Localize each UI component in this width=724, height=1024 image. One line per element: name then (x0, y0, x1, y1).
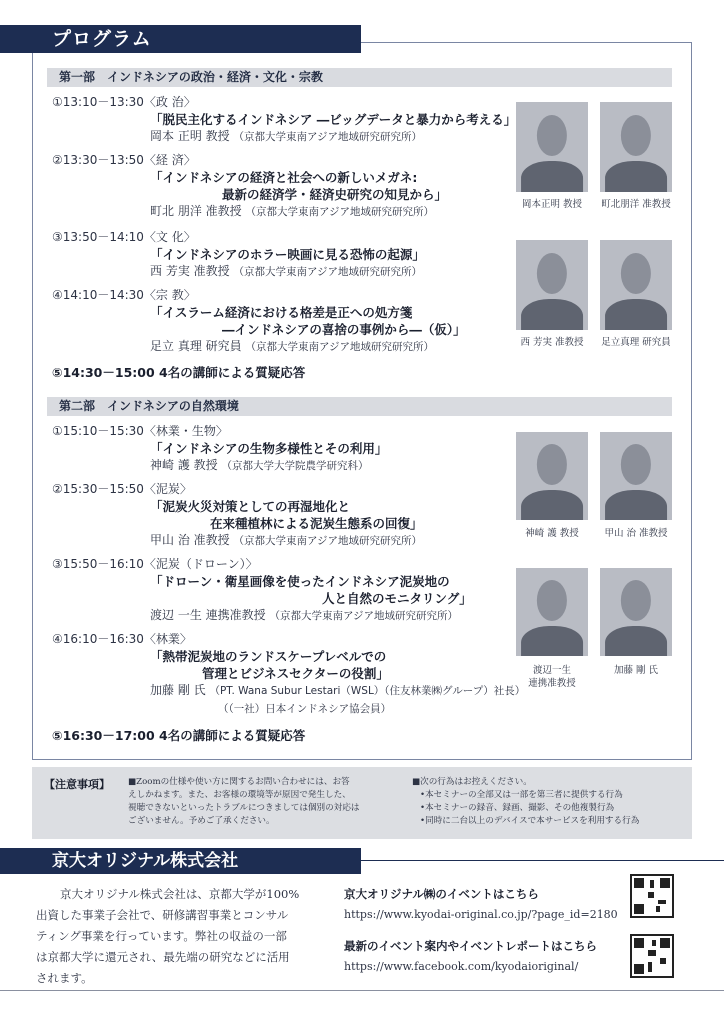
speaker-affiliation: （京都大学東南アジア地域研究研究所） (269, 610, 459, 622)
facebook-link-block (344, 938, 597, 973)
event-link-url[interactable]: https://www.kyodai-original.co.jp/?page_id=2180 (344, 908, 618, 921)
speaker-affiliation: （京都大学東南アジア地域研究研究所） (233, 535, 423, 547)
speaker-photo-adachi (600, 240, 672, 330)
speaker-affiliation-2: （（一社）日本インドネシア協会員） (218, 703, 392, 715)
session-title-line2: 管理とビジネスセクターの役割」 (202, 666, 389, 681)
part2-session-2 (52, 481, 423, 550)
session-speaker (52, 203, 447, 221)
session-speaker (52, 457, 387, 475)
notes-left: ■Zoomの仕様や使い方に関するお問い合わせには、お答 えしかねます。また、お客様の環境等が原因で発生した、 視聴できないといったトラブルにつきましては個別の対応は ございません。予めご了承ください。 (128, 777, 360, 826)
session-title-line1: 「熱帯泥炭地のランドスケープレベルでの (150, 649, 387, 664)
divider (361, 860, 724, 861)
photo-caption: 岡本正明 教授 (521, 199, 583, 210)
session-time: ③15:50－16:10〈泥炭（ドローン）〉 (52, 557, 258, 571)
event-link-title: 京大オリジナル㈱のイベントはこちら (344, 887, 539, 901)
part2-session-1 (52, 423, 387, 475)
session-title-line1: 「泥炭火災対策としての再湿地化と (150, 499, 351, 514)
part1-session-3 (52, 229, 425, 281)
speaker-affiliation: （PT. Wana Subur Lestari（WSL）（住友林業㈱グループ）社長） (209, 685, 526, 697)
session-title: 「インドネシアの生物多様性とその利用」 (150, 441, 388, 456)
speaker-photo-kato (600, 568, 672, 656)
session-title-line1: 「イスラーム経済における格差是正への処方箋 (150, 305, 413, 320)
photo-caption: 甲山 治 准教授 (604, 528, 668, 539)
session-title-line1: 「インドネシアの経済と社会への新しいメガネ: (150, 170, 418, 185)
photo-caption: 渡辺一生 (532, 665, 571, 676)
part2-session-4 (52, 631, 525, 718)
qr-code-icon[interactable] (630, 874, 674, 918)
part1-session-1 (52, 94, 516, 146)
session-speaker (52, 338, 466, 356)
session-title-line1: 「ドローン・衛星画像を使ったインドネシア泥炭地の (150, 574, 450, 589)
session-time: ④16:10－16:30〈林業〉 (52, 632, 192, 646)
part2-heading: 第二部 インドネシアの自然環境 (47, 397, 672, 416)
photo-caption: 加藤 剛 氏 (613, 665, 659, 676)
speaker-name: 神崎 護 教授 (150, 458, 218, 472)
photo-caption: 神崎 護 教授 (525, 528, 579, 539)
speaker-photo-kozan (600, 432, 672, 520)
part1-session-2 (52, 152, 447, 221)
session-time: ④14:10－14:30〈宗 教〉 (52, 288, 196, 302)
session-speaker (52, 607, 472, 625)
speaker-affiliation: （京都大学東南アジア地域研究研究所） (233, 266, 423, 278)
speaker-photo-watanabe (516, 568, 588, 656)
photo-caption: 町北朋洋 准教授 (601, 199, 671, 210)
speaker-name: 町北 朋洋 准教授 (150, 204, 242, 218)
session-title: 「脱民主化するインドネシア ―ビッグデータと暴力から考える」 (150, 112, 517, 127)
company-description: 京大オリジナル株式会社は、京都大学が100% 出資した事業子会社で、研修講習事業とコンサル ティング事業を行っています。弊社の収益の一部 は京都大学に還元され、最先端の研究などに活用 されます。 (36, 887, 300, 985)
part1-qa: ⑤14:30－15:00 4名の講師による質疑応答 (52, 365, 306, 380)
session-title-line2: 人と自然のモニタリング」 (322, 591, 472, 606)
session-time: ③13:50－14:10〈文 化〉 (52, 230, 196, 244)
speaker-photo-kanzaki (516, 432, 588, 520)
session-time: ①13:10－13:30〈政 治〉 (52, 95, 196, 109)
speaker-name: 渡辺 一生 連携准教授 (150, 608, 266, 622)
speaker-affiliation: （京都大学東南アジア地域研究研究所） (233, 131, 423, 143)
photo-caption: 足立真理 研究員 (601, 337, 671, 348)
session-time: ②13:30－13:50〈経 済〉 (52, 153, 196, 167)
part2-session-3 (52, 556, 472, 625)
session-title-line2: ―インドネシアの喜捨の事例から―（仮）」 (222, 322, 466, 337)
session-speaker (52, 682, 525, 700)
session-time: ②15:30－15:50〈泥炭〉 (52, 482, 192, 496)
speaker-affiliation: （京都大学東南アジア地域研究研究所） (245, 341, 435, 353)
speaker-name: 足立 真理 研究員 (150, 339, 242, 353)
part1-heading: 第一部 インドネシアの政治・経済・文化・宗教 (47, 68, 672, 87)
notes-label: 【注意事項】 (44, 778, 110, 791)
session-speaker (52, 128, 516, 146)
session-speaker (52, 532, 423, 550)
qr-code-icon[interactable] (630, 934, 674, 978)
part2-qa: ⑤16:30－17:00 4名の講師による質疑応答 (52, 728, 306, 743)
event-link-block (344, 886, 618, 921)
part1-session-4 (52, 287, 466, 356)
notes-right: ■次の行為はお控えください。 •本セミナーの全部又は一部を第三者に提供する行為 •本セミナーの録音、録画、撮影、その他複製行為 •同時に二台以上のデバイスで本サービスを利用する行為 (412, 777, 640, 826)
speaker-name: 岡本 正明 教授 (150, 129, 230, 143)
photo-caption: 連携准教授 (528, 678, 576, 689)
photo-caption: 西 芳実 准教授 (520, 337, 584, 348)
speaker-affiliation: （京都大学大学院農学研究科） (221, 460, 369, 472)
session-title: 「インドネシアのホラー映画に見る恐怖の起源」 (150, 247, 425, 262)
program-title: プログラム (0, 25, 361, 53)
speaker-photo-okamoto (516, 102, 588, 192)
session-time: ①15:10－15:30〈林業・生物〉 (52, 424, 228, 438)
bottom-rule (0, 990, 724, 991)
speaker-name: 甲山 治 准教授 (150, 533, 230, 547)
company-title: 京大オリジナル株式会社 (0, 848, 361, 874)
facebook-link-url[interactable]: https://www.facebook.com/kyodaioriginal/ (344, 960, 579, 973)
speaker-photo-machikita (600, 102, 672, 192)
session-title-line2: 最新の経済学・経済史研究の知見から」 (222, 187, 448, 202)
facebook-link-title: 最新のイベント案内やイベントレポートはこちら (344, 939, 597, 953)
session-title-line2: 在来種植林による泥炭生態系の回復」 (210, 516, 423, 531)
speaker-name: 加藤 剛 氏 (150, 683, 206, 697)
speaker-affiliation: （京都大学東南アジア地域研究研究所） (245, 206, 435, 218)
speaker-photo-nishi (516, 240, 588, 330)
session-speaker (52, 263, 425, 281)
speaker-name: 西 芳実 准教授 (150, 264, 230, 278)
